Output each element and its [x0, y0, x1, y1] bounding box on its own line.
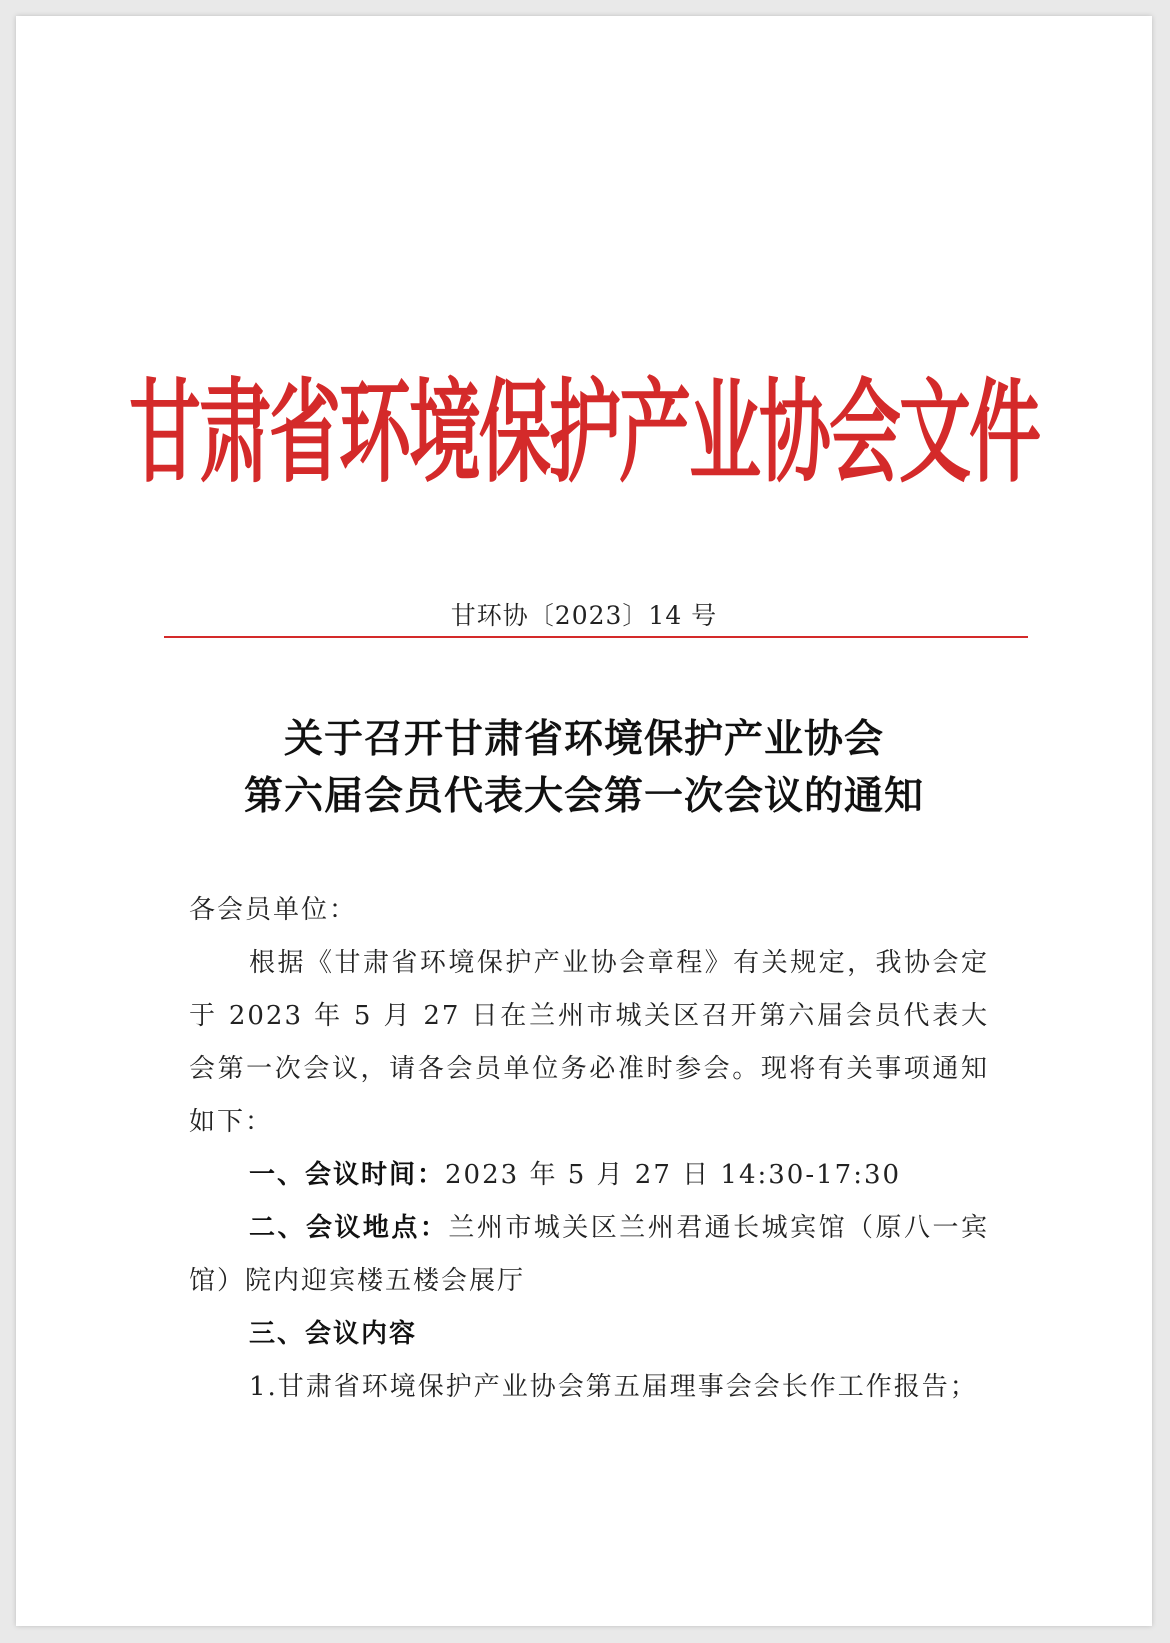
item-text: 兰州市城关区兰州君通长城宾馆（原八一宾馆）院内迎宾楼五楼会展厅: [189, 1213, 989, 1296]
notice-title-line-1: 关于召开甘肃省环境保护产业协会: [283, 717, 884, 762]
salutation: 各会员单位：: [189, 895, 358, 925]
item-label: 二、会议地点：: [249, 1213, 449, 1243]
notice-title: [16, 711, 1152, 825]
item-meeting-content: [189, 1308, 989, 1361]
item-label: 三、会议内容: [249, 1319, 418, 1349]
notice-body: [189, 884, 989, 1414]
content-item-1: 1.甘肃省环境保护产业协会第五届理事会会长作工作报告；: [249, 1372, 978, 1402]
item-meeting-location: [189, 1202, 989, 1308]
notice-title-line-2: 第六届会员代表大会第一次会议的通知: [243, 774, 924, 819]
document-banner: [16, 366, 1152, 498]
document-page: [16, 16, 1152, 1626]
banner-text: 甘肃省环境保护产业协会文件: [128, 366, 1039, 498]
red-divider: [164, 636, 1028, 638]
intro-paragraph: 根据《甘肃省环境保护产业协会章程》有关规定，我协会定于 2023 年 5 月 27 日在兰州市城关区召开第六届会员代表大会第一次会议，请各会员单位务必准时参会。现将有关事项通知如下：: [189, 948, 989, 1137]
document-number: 甘环协〔2023〕14 号: [450, 601, 718, 630]
item-text: 2023 年 5 月 27 日 14:30-17:30: [445, 1160, 902, 1190]
item-meeting-time: [189, 1149, 989, 1202]
item-label: 一、会议时间：: [249, 1160, 446, 1190]
